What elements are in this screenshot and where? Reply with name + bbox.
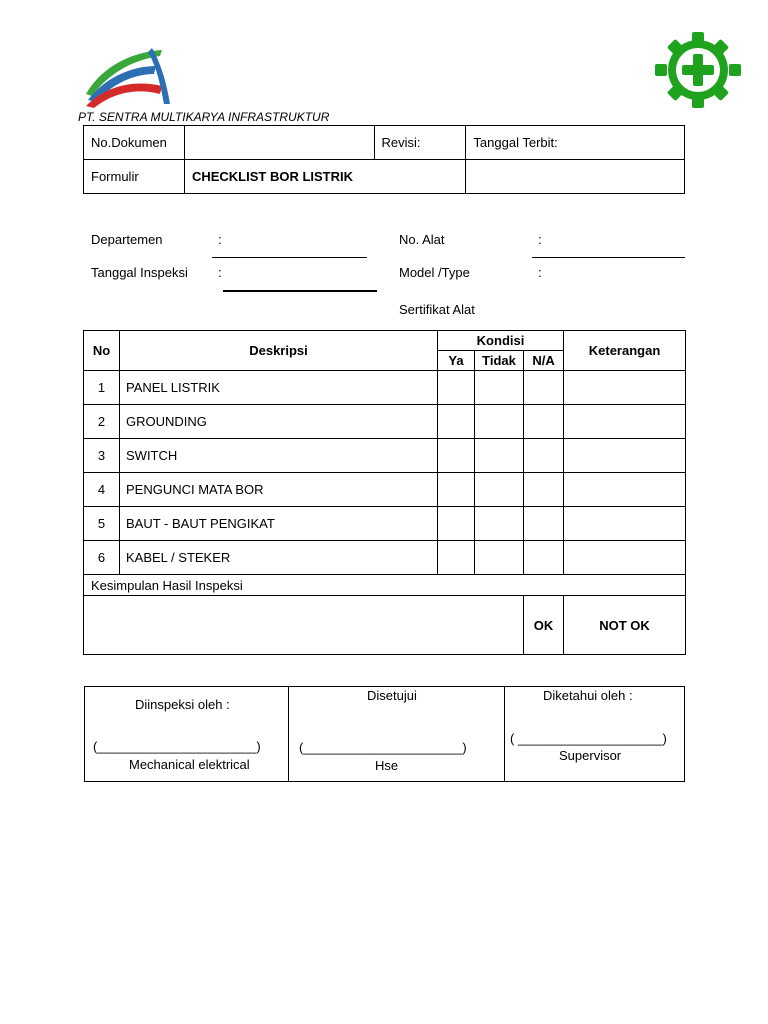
company-name: PT. SENTRA MULTIKARYA INFRASTRUKTUR <box>78 110 330 124</box>
checkbox-tidak[interactable] <box>475 541 524 575</box>
row-number: 2 <box>84 405 120 439</box>
header-tidak: Tidak <box>475 351 524 371</box>
row-description: KABEL / STEKER <box>120 541 438 575</box>
keterangan-cell[interactable] <box>564 439 686 473</box>
row-number: 1 <box>84 371 120 405</box>
signature-inspected-cell <box>85 687 289 782</box>
table-row <box>84 507 686 541</box>
sertifikat-alat-label: Sertifikat Alat <box>399 302 475 317</box>
formulir-extra-cell[interactable] <box>466 160 685 194</box>
row-description: GROUNDING <box>120 405 438 439</box>
keterangan-cell[interactable] <box>564 405 686 439</box>
checkbox-ya[interactable] <box>438 541 475 575</box>
no-alat-colon: : <box>538 232 542 247</box>
document-header-table <box>83 125 685 194</box>
header-keterangan: Keterangan <box>564 331 686 371</box>
tanggal-inspeksi-label: Tanggal Inspeksi <box>91 265 188 280</box>
checkbox-na[interactable] <box>524 405 564 439</box>
row-number: 4 <box>84 473 120 507</box>
checkbox-tidak[interactable] <box>475 507 524 541</box>
tanggal-inspeksi-colon: : <box>218 265 222 280</box>
departemen-label: Departemen <box>91 232 163 247</box>
formulir-label: Formulir <box>84 160 185 194</box>
revisi-label: Revisi: <box>374 126 466 160</box>
checkbox-na[interactable] <box>524 541 564 575</box>
tanggal-terbit-label: Tanggal Terbit: <box>466 126 685 160</box>
row-number: 6 <box>84 541 120 575</box>
keterangan-cell[interactable] <box>564 507 686 541</box>
disetujui-label: Disetujui <box>367 688 417 703</box>
table-row <box>84 473 686 507</box>
model-type-colon: : <box>538 265 542 280</box>
tanggal-inspeksi-input-line[interactable] <box>223 290 377 292</box>
checkbox-na[interactable] <box>524 507 564 541</box>
checkbox-ya[interactable] <box>438 507 475 541</box>
departemen-input-line[interactable] <box>212 257 367 258</box>
row-number: 3 <box>84 439 120 473</box>
checkbox-tidak[interactable] <box>475 439 524 473</box>
header-kondisi: Kondisi <box>438 331 564 351</box>
row-description: SWITCH <box>120 439 438 473</box>
row-description: PANEL LISTRIK <box>120 371 438 405</box>
table-row <box>84 405 686 439</box>
signature-line-inspector[interactable]: (______________________) <box>93 739 261 754</box>
row-description: PENGUNCI MATA BOR <box>120 473 438 507</box>
checkbox-tidak[interactable] <box>475 473 524 507</box>
row-number: 5 <box>84 507 120 541</box>
no-dokumen-value[interactable] <box>184 126 374 160</box>
kesimpulan-value[interactable] <box>84 596 524 655</box>
not-ok-option[interactable]: NOT OK <box>564 596 686 655</box>
signature-table <box>84 686 685 782</box>
table-row <box>84 371 686 405</box>
form-title: CHECKLIST BOR LISTRIK <box>184 160 465 194</box>
diketahui-label: Diketahui oleh : <box>543 688 633 703</box>
header-ya: Ya <box>438 351 475 371</box>
signature-line-approver[interactable]: (______________________) <box>299 740 467 755</box>
ok-option[interactable]: OK <box>524 596 564 655</box>
hse-label: Hse <box>375 758 399 773</box>
company-logo-icon <box>82 44 174 113</box>
checkbox-ya[interactable] <box>438 371 475 405</box>
diinspeksi-label: Diinspeksi oleh : <box>135 697 230 712</box>
checkbox-tidak[interactable] <box>475 371 524 405</box>
checkbox-na[interactable] <box>524 371 564 405</box>
header-no: No <box>84 331 120 371</box>
keterangan-cell[interactable] <box>564 541 686 575</box>
no-alat-input-line[interactable] <box>532 257 685 258</box>
row-description: BAUT - BAUT PENGIKAT <box>120 507 438 541</box>
table-row <box>84 541 686 575</box>
checkbox-tidak[interactable] <box>475 405 524 439</box>
signature-acknowledged-cell <box>505 687 685 782</box>
header-deskripsi: Deskripsi <box>120 331 438 371</box>
model-type-label: Model /Type <box>399 265 470 280</box>
keterangan-cell[interactable] <box>564 473 686 507</box>
signature-line-supervisor[interactable]: ( ____________________) <box>510 731 667 746</box>
header-na: N/A <box>524 351 564 371</box>
checkbox-ya[interactable] <box>438 473 475 507</box>
table-row <box>84 439 686 473</box>
keterangan-cell[interactable] <box>564 371 686 405</box>
signature-approved-cell <box>289 687 505 782</box>
checkbox-na[interactable] <box>524 439 564 473</box>
departemen-colon: : <box>218 232 222 247</box>
no-dokumen-label: No.Dokumen <box>84 126 185 160</box>
checkbox-ya[interactable] <box>438 439 475 473</box>
checkbox-ya[interactable] <box>438 405 475 439</box>
no-alat-label: No. Alat <box>399 232 445 247</box>
checkbox-na[interactable] <box>524 473 564 507</box>
mechanical-label: Mechanical elektrical <box>129 757 250 772</box>
gear-plus-icon <box>654 32 742 113</box>
supervisor-label: Supervisor <box>559 748 622 763</box>
checklist-table <box>83 330 686 655</box>
kesimpulan-label: Kesimpulan Hasil Inspeksi <box>84 575 686 596</box>
